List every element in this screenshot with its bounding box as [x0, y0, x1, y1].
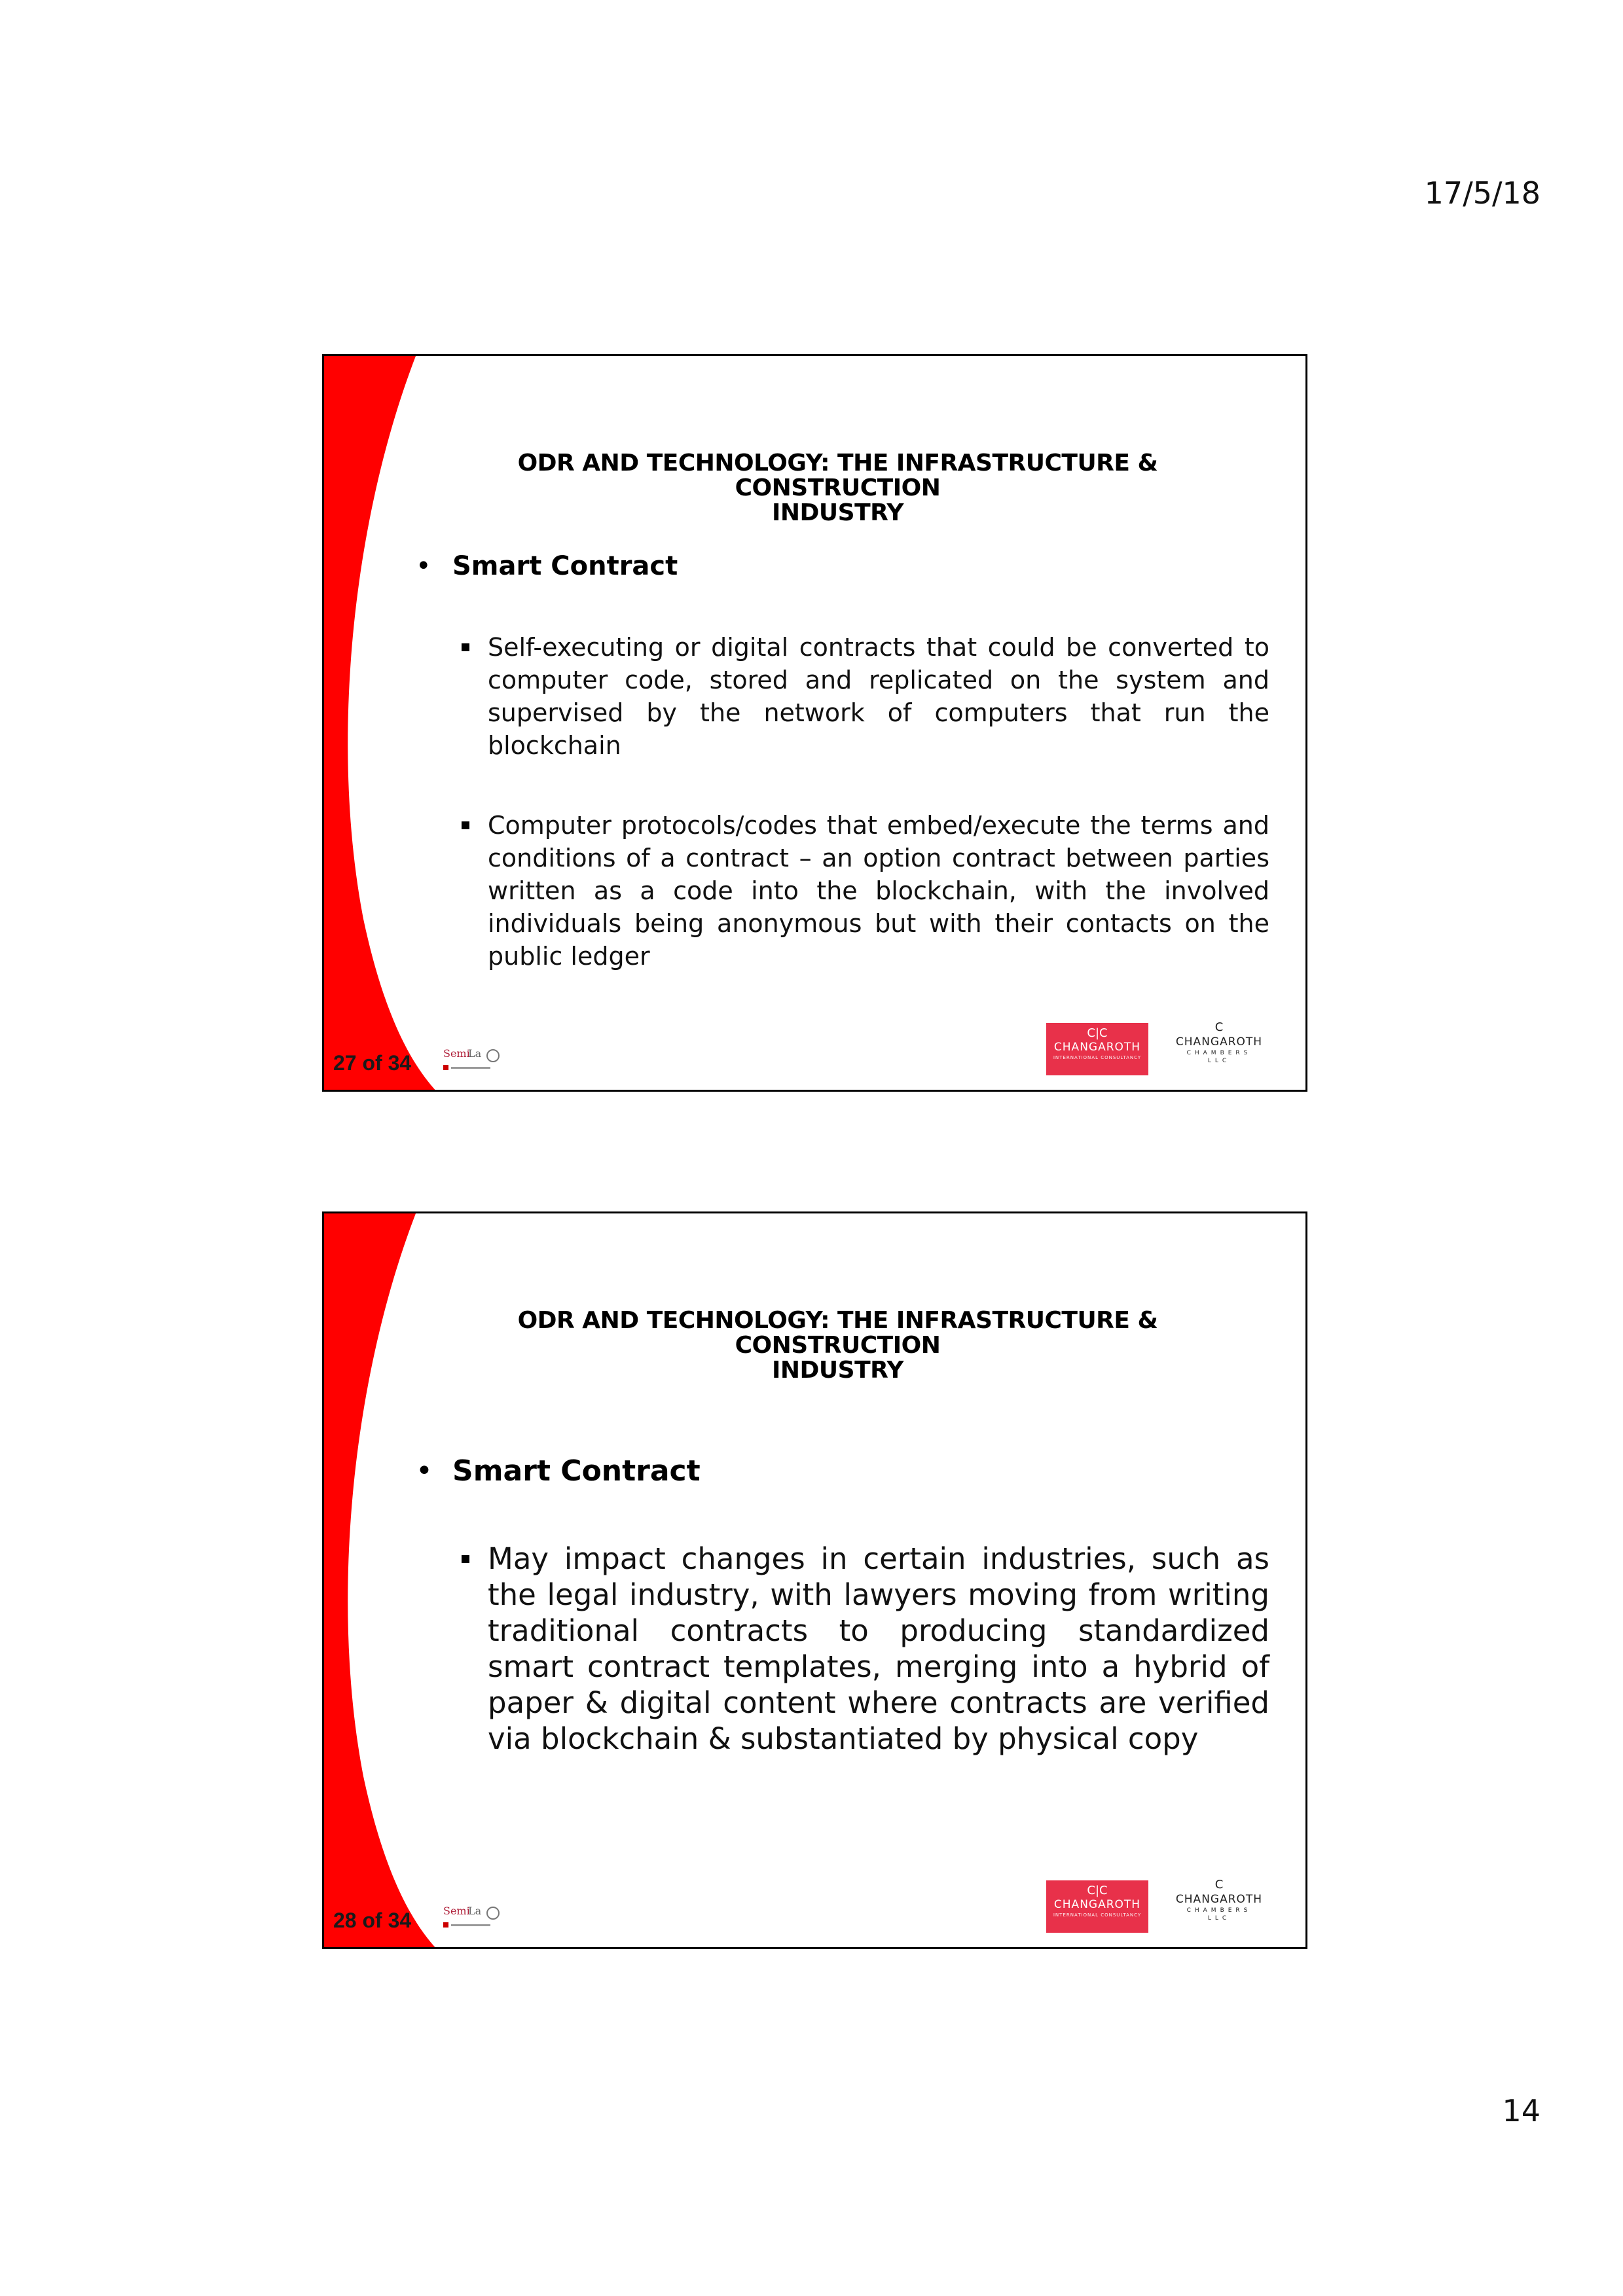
sub-bullet-text: May impact changes in certain industries, such as the legal industry, with lawyers moving from writing traditional contracts to producing standardized smart contract templates, merging into a hybrid of paper & digital content where contracts are verified via blockchain & substantiated by physical copy	[488, 1541, 1269, 1756]
slide-title-line-1: ODR AND TECHNOLOGY: THE INFRASTRUCTURE & CONSTRUCTION	[517, 1307, 1158, 1359]
sub-bullet-text: Self-executing or digital contracts that could be converted to computer code, stored and replicated on the system and supervised by the network of computers that run the blockchain	[488, 633, 1269, 760]
main-bullet	[416, 1454, 701, 1488]
logo-mark: C|C	[1087, 1026, 1108, 1040]
svg-text:Semi: Semi	[443, 1905, 470, 1917]
logo-subtitle: INTERNATIONAL CONSULTANCY	[1053, 1055, 1142, 1060]
page-date: 17/5/18	[1424, 175, 1541, 211]
main-bullet-label: Smart Contract	[452, 551, 678, 581]
slide-title	[435, 451, 1240, 526]
logo-mark: C	[1214, 1020, 1224, 1034]
logo-name: CHANGAROTH	[1053, 1041, 1141, 1054]
slide-title-line-1: ODR AND TECHNOLOGY: THE INFRASTRUCTURE & CONSTRUCTION	[517, 450, 1158, 501]
square-bullet-icon	[462, 1555, 469, 1563]
main-bullet	[416, 551, 678, 581]
logo-name: CHANGAROTH	[1175, 1893, 1263, 1906]
seminar-logo-icon	[442, 1900, 501, 1933]
seminar-logo-icon	[442, 1043, 501, 1075]
sub-bullet-text: Computer protocols/codes that embed/execute the terms and conditions of a contract – an option contract between parties written as a code into the blockchain, with the involved individuals being anonymous but with their contacts on the public ledger	[488, 811, 1269, 971]
square-bullet-icon	[462, 643, 469, 651]
changaroth-chambers-logo	[1173, 1020, 1265, 1071]
slide-counter: 27 of 34	[333, 1051, 412, 1075]
slide-title-line-2: INDUSTRY	[772, 1357, 903, 1384]
logo-mark: C	[1214, 1878, 1224, 1892]
bullet-dot-icon: •	[416, 1454, 433, 1488]
slide-title-line-2: INDUSTRY	[772, 499, 903, 526]
slide-28	[322, 1211, 1307, 1949]
svg-text:La: La	[468, 1905, 482, 1917]
slide-title	[435, 1308, 1240, 1383]
changaroth-consultancy-logo	[1046, 1880, 1148, 1933]
changaroth-consultancy-logo	[1046, 1023, 1148, 1075]
logo-subtitle: CHAMBERS LLC	[1186, 1907, 1252, 1922]
changaroth-chambers-logo	[1173, 1878, 1265, 1929]
svg-text:Semi: Semi	[443, 1047, 470, 1060]
sub-bullet	[462, 809, 1269, 973]
page-number: 14	[1502, 2093, 1541, 2128]
logo-name: CHANGAROTH	[1175, 1035, 1263, 1049]
logo-subtitle: INTERNATIONAL CONSULTANCY	[1053, 1912, 1142, 1918]
logo-subtitle: CHAMBERS LLC	[1186, 1050, 1252, 1064]
slide-27	[322, 354, 1307, 1092]
logo-name: CHANGAROTH	[1053, 1898, 1141, 1911]
square-bullet-icon	[462, 821, 469, 829]
svg-text:La: La	[468, 1047, 482, 1060]
main-bullet-label: Smart Contract	[452, 1454, 701, 1488]
sub-bullet	[462, 1541, 1269, 1757]
logo-mark: C|C	[1087, 1884, 1108, 1897]
sub-bullet	[462, 631, 1269, 762]
bullet-dot-icon: •	[416, 551, 431, 581]
slide-counter: 28 of 34	[333, 1909, 412, 1932]
